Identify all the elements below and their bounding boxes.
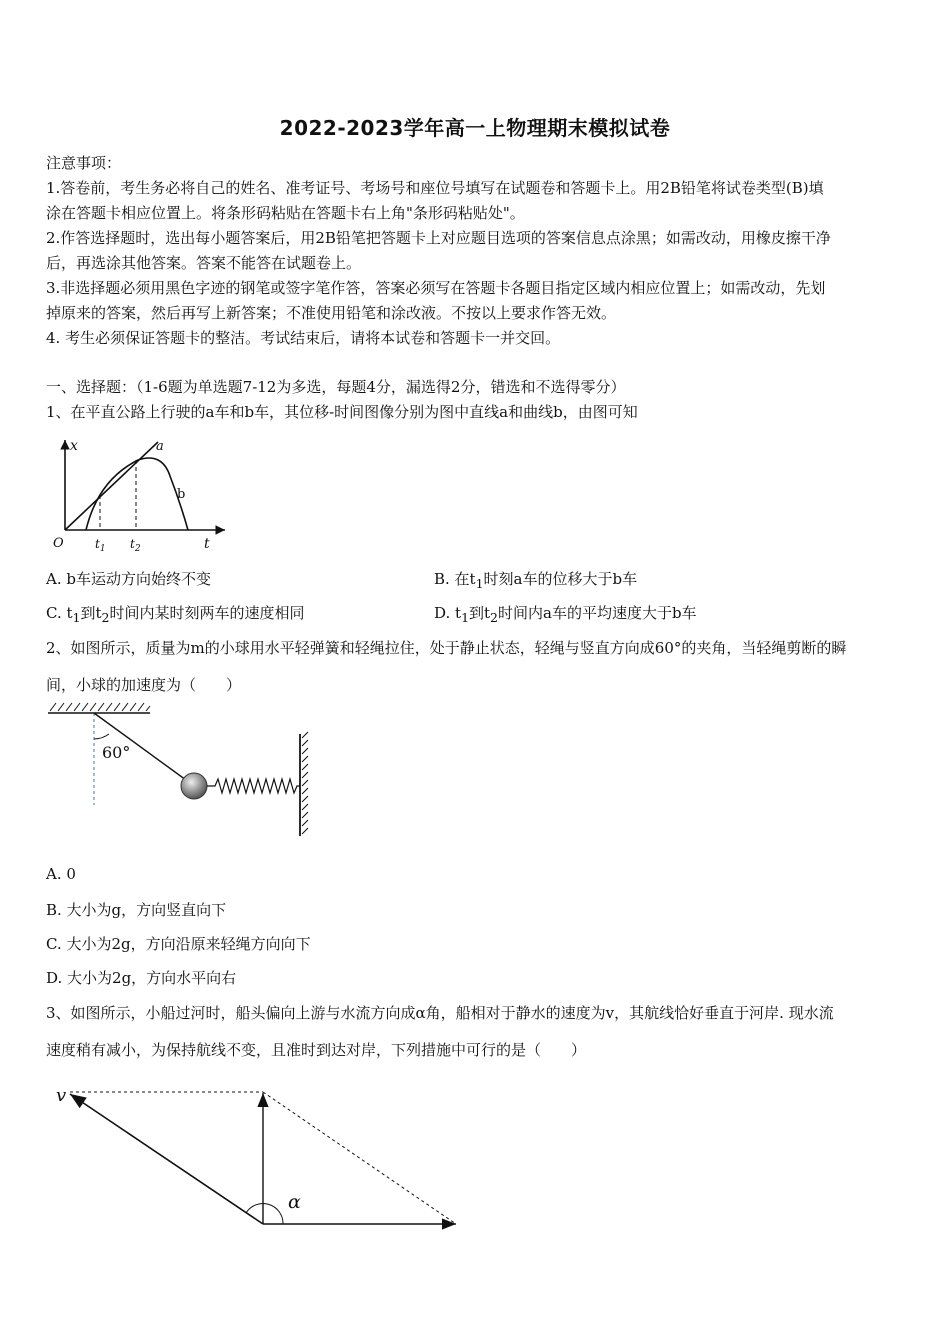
- question-1-stem: 1、在平直公路上行驶的a车和b车，其位移-时间图像分别为图中直线a和曲线b，由图可知: [46, 403, 638, 421]
- t1-label: $t_1$: [95, 537, 106, 554]
- notice-line: 4. 考生必须保证答题卡的整洁。考试结束后，请将本试卷和答题卡一并交回。: [46, 329, 561, 347]
- angle-label: 60°: [102, 743, 131, 762]
- boat-velocity-arrow: [70, 1094, 263, 1224]
- q1-option-b[interactable]: B. 在$t_1$时刻a车的位移大于b车: [434, 570, 638, 591]
- ball: [181, 773, 207, 799]
- notice-line: 涂在答题卡相应位置上。将条形码粘贴在答题卡右上角"条形码粘贴处"。: [46, 204, 525, 222]
- q1-option-d[interactable]: D. $t_1$到$t_2$时间内a车的平均速度大于b车: [434, 604, 697, 625]
- question-3-stem-cont: 速度稍有减小，为保持航线不变，且准时到达对岸，下列措施中可行的是（ ）: [46, 1041, 587, 1059]
- v-label: v: [56, 1085, 67, 1106]
- q3-boat-velocity-figure: [50, 1080, 470, 1240]
- question-2-stem: 2、如图所示，质量为m的小球用水平轻弹簧和轻绳拉住，处于静止状态，轻绳与竖直方向成60°的夹角，当轻绳剪断的瞬: [46, 639, 847, 657]
- q2-option-b[interactable]: B. 大小为g，方向竖直向下: [46, 901, 227, 919]
- line-a-label: a: [156, 439, 164, 454]
- q1-position-time-graph: [50, 432, 240, 557]
- alpha-label: α: [288, 1191, 301, 1213]
- curve-b-label: b: [177, 487, 186, 502]
- q2-option-d[interactable]: D. 大小为2g，方向水平向右: [46, 969, 237, 987]
- q2-option-a[interactable]: A. 0: [46, 865, 76, 883]
- notice-line: 1.答卷前，考生务必将自己的姓名、准考证号、考场号和座位号填写在试题卷和答题卡上。用2B铅笔将试卷类型(B)填: [46, 179, 824, 197]
- notice-heading: 注意事项：: [46, 154, 122, 172]
- question-2-stem-cont: 间，小球的加速度为（ ）: [46, 676, 242, 694]
- notice-line: 后，再选涂其他答案。答案不能答在试题卷上。: [46, 254, 362, 272]
- curve-b: [86, 458, 188, 530]
- page-title: 2022-2023学年高一上物理期末模拟试卷: [279, 116, 671, 140]
- alpha-arc: [246, 1204, 283, 1224]
- notice-line: 掉原来的答案，然后再写上新答案；不准使用铅笔和涂改液。不按以上要求作答无效。: [46, 304, 617, 322]
- q1-option-c[interactable]: C. $t_1$到$t_2$时间内某时刻两车的速度相同: [46, 604, 305, 625]
- origin-label: O: [53, 536, 64, 551]
- question-3-stem: 3、如图所示，小船过河时，船头偏向上游与水流方向成α角，船相对于静水的速度为v，其航线恰好垂直于河岸. 现水流: [46, 1004, 834, 1022]
- line-a: [65, 442, 158, 530]
- q2-spring-ball-figure: [46, 700, 316, 840]
- notice-line: 3.非选择题必须用黑色字迹的钢笔或签字笔作答，答案必须写在答题卡各题目指定区域内相应位置上；如需改动，先划: [46, 279, 826, 297]
- angle-arc: [94, 734, 109, 739]
- wall-hatch: [302, 732, 308, 834]
- notice-line: 2.作答选择题时，选出每小题答案后，用2B铅笔把答题卡上对应题目选项的答案信息点涂黑；如需改动，用橡皮擦干净: [46, 229, 831, 247]
- x-axis-label: x: [70, 438, 78, 454]
- spring: [207, 779, 300, 793]
- section-heading: 一、选择题：（1-6题为单选题7-12为多选，每题4分，漏选得2分，错选和不选得零分）: [46, 378, 626, 396]
- q2-option-c[interactable]: C. 大小为2g，方向沿原来轻绳方向向下: [46, 935, 311, 953]
- q1-option-a[interactable]: A. b车运动方向始终不变: [46, 570, 211, 588]
- ceiling-hatch: [50, 703, 150, 711]
- t2-label: $t_2$: [130, 537, 141, 554]
- t-axis-label: t: [204, 536, 210, 552]
